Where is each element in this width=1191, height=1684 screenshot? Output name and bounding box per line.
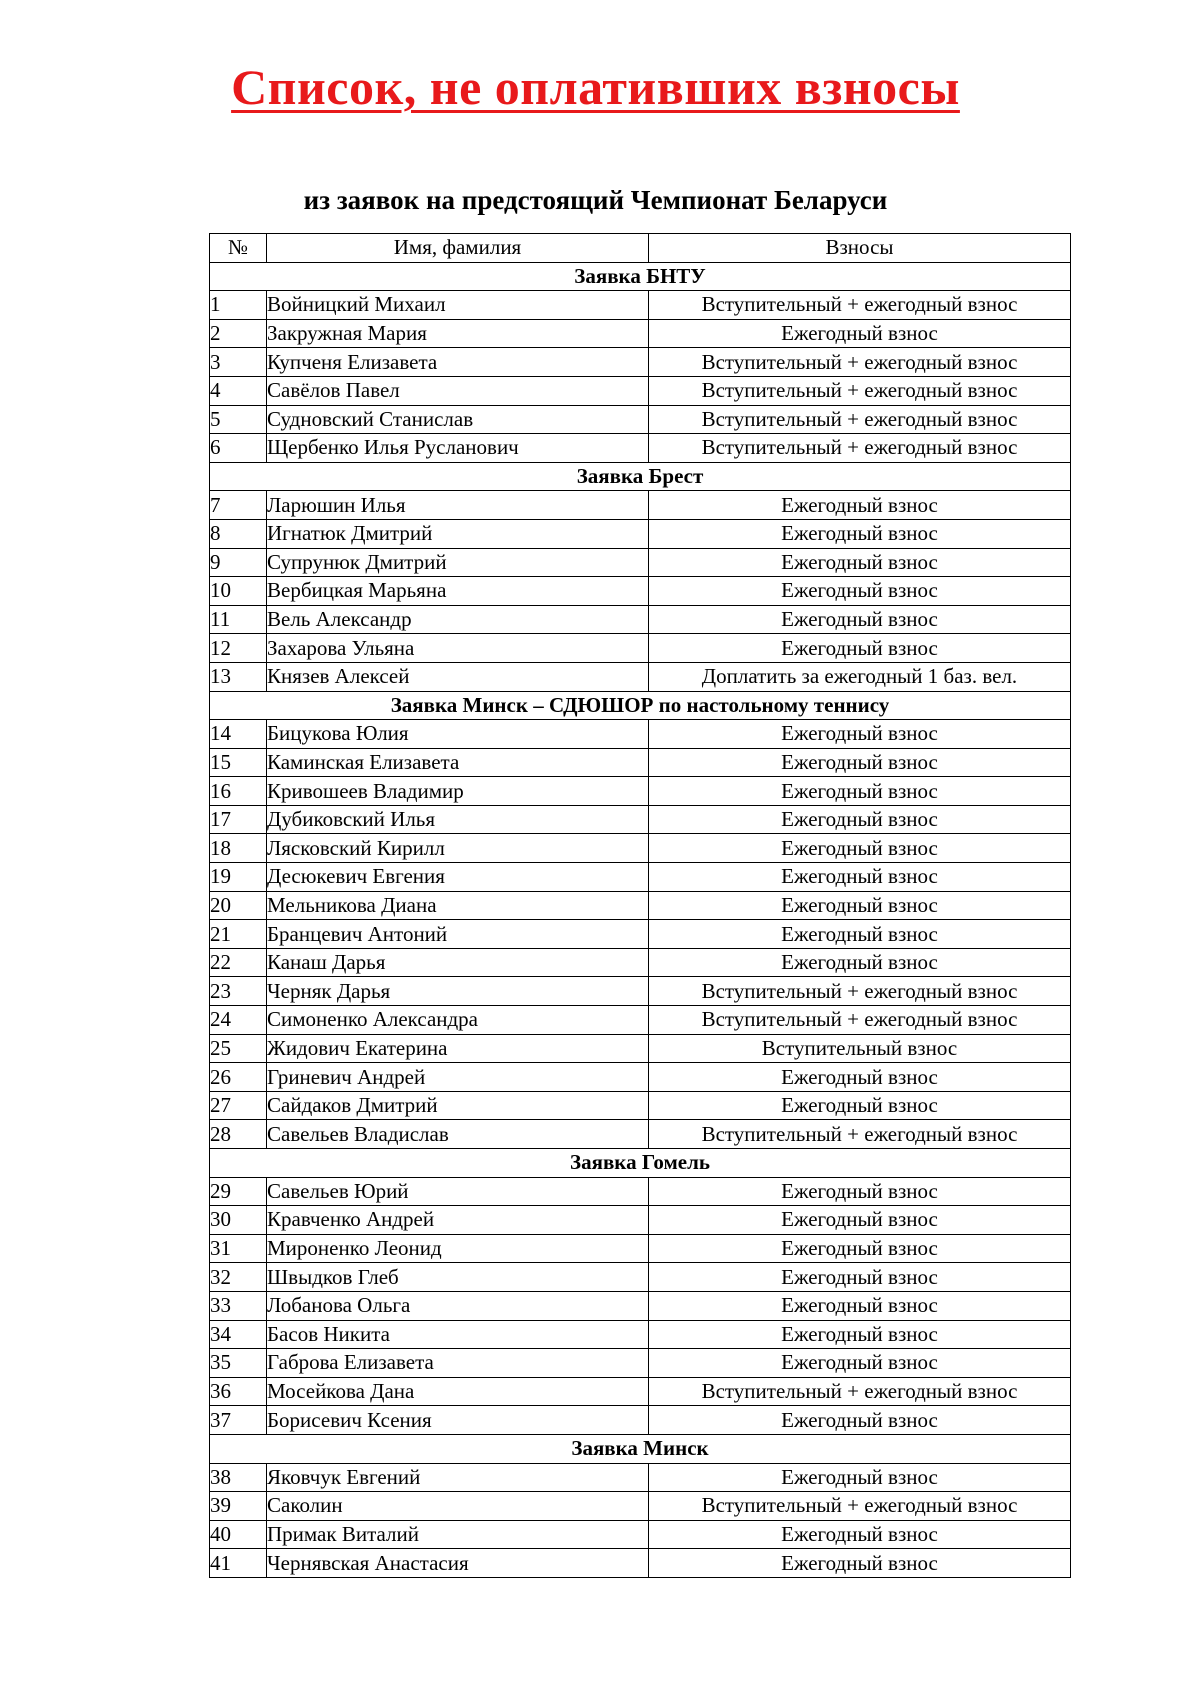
row-fee: Ежегодный взнос — [649, 777, 1071, 806]
row-fee: Ежегодный взнос — [649, 805, 1071, 834]
table-row — [210, 1063, 1071, 1092]
table-row — [210, 1006, 1071, 1035]
row-name: Лобанова Ольга — [267, 1291, 649, 1320]
row-fee: Ежегодный взнос — [649, 834, 1071, 863]
row-fee: Вступительный + ежегодный взнос — [649, 1006, 1071, 1035]
row-fee: Ежегодный взнос — [649, 891, 1071, 920]
table-row — [210, 1034, 1071, 1063]
row-number: 39 — [210, 1492, 267, 1521]
row-number: 13 — [210, 662, 267, 691]
row-fee: Вступительный + ежегодный взнос — [649, 405, 1071, 434]
table-row — [210, 291, 1071, 320]
group-title: Заявка Гомель — [210, 1149, 1071, 1178]
group-header-row — [210, 691, 1071, 720]
row-number: 34 — [210, 1320, 267, 1349]
row-fee: Вступительный + ежегодный взнос — [649, 977, 1071, 1006]
row-number: 24 — [210, 1006, 267, 1035]
row-fee: Ежегодный взнос — [649, 1520, 1071, 1549]
row-fee: Ежегодный взнос — [649, 1406, 1071, 1435]
row-name: Канаш Дарья — [267, 948, 649, 977]
table-row — [210, 1206, 1071, 1235]
row-name: Басов Никита — [267, 1320, 649, 1349]
row-name: Князев Алексей — [267, 662, 649, 691]
row-fee: Вступительный + ежегодный взнос — [649, 1120, 1071, 1149]
row-number: 41 — [210, 1549, 267, 1578]
row-name: Савельев Юрий — [267, 1177, 649, 1206]
row-fee: Ежегодный взнос — [649, 519, 1071, 548]
row-name: Дубиковский Илья — [267, 805, 649, 834]
row-name: Сайдаков Дмитрий — [267, 1091, 649, 1120]
group-header-row — [210, 462, 1071, 491]
row-number: 40 — [210, 1520, 267, 1549]
row-name: Примак Виталий — [267, 1520, 649, 1549]
row-number: 38 — [210, 1463, 267, 1492]
row-fee: Вступительный + ежегодный взнос — [649, 1492, 1071, 1521]
row-name: Вербицкая Марьяна — [267, 577, 649, 606]
table-row — [210, 720, 1071, 749]
row-fee: Ежегодный взнос — [649, 1063, 1071, 1092]
row-name: Мосейкова Дана — [267, 1377, 649, 1406]
row-name: Борисевич Ксения — [267, 1406, 649, 1435]
row-number: 8 — [210, 519, 267, 548]
row-number: 4 — [210, 376, 267, 405]
header-fees: Взносы — [649, 234, 1071, 263]
header-name: Имя, фамилия — [267, 234, 649, 263]
row-name: Швыдков Глеб — [267, 1263, 649, 1292]
table-row — [210, 1263, 1071, 1292]
row-name: Щербенко Илья Русланович — [267, 434, 649, 463]
row-number: 14 — [210, 720, 267, 749]
row-number: 28 — [210, 1120, 267, 1149]
fees-table — [209, 233, 1071, 1578]
table-row — [210, 319, 1071, 348]
row-fee: Доплатить за ежегодный 1 баз. вел. — [649, 662, 1071, 691]
row-fee: Ежегодный взнос — [649, 1206, 1071, 1235]
row-fee: Ежегодный взнос — [649, 1463, 1071, 1492]
row-fee: Ежегодный взнос — [649, 720, 1071, 749]
row-fee: Ежегодный взнос — [649, 1234, 1071, 1263]
table-row — [210, 891, 1071, 920]
row-fee: Ежегодный взнос — [649, 1091, 1071, 1120]
row-number: 15 — [210, 748, 267, 777]
row-name: Кравченко Андрей — [267, 1206, 649, 1235]
row-name: Мироненко Леонид — [267, 1234, 649, 1263]
row-number: 20 — [210, 891, 267, 920]
row-name: Бранцевич Антоний — [267, 920, 649, 949]
table-row — [210, 1091, 1071, 1120]
table-row — [210, 920, 1071, 949]
group-title: Заявка Брест — [210, 462, 1071, 491]
table-row — [210, 577, 1071, 606]
table-row — [210, 376, 1071, 405]
row-name: Игнатюк Дмитрий — [267, 519, 649, 548]
row-number: 32 — [210, 1263, 267, 1292]
row-fee: Вступительный + ежегодный взнос — [649, 1377, 1071, 1406]
row-name: Савёлов Павел — [267, 376, 649, 405]
group-title: Заявка Минск — [210, 1434, 1071, 1463]
row-number: 31 — [210, 1234, 267, 1263]
table-row — [210, 634, 1071, 663]
row-number: 35 — [210, 1349, 267, 1378]
row-fee: Вступительный взнос — [649, 1034, 1071, 1063]
row-name: Лясковский Кирилл — [267, 834, 649, 863]
row-fee: Ежегодный взнос — [649, 1549, 1071, 1578]
row-number: 19 — [210, 863, 267, 892]
table-row — [210, 491, 1071, 520]
group-header-row — [210, 1149, 1071, 1178]
row-name: Мельникова Диана — [267, 891, 649, 920]
table-row — [210, 1463, 1071, 1492]
table-row — [210, 434, 1071, 463]
row-number: 16 — [210, 777, 267, 806]
row-fee: Ежегодный взнос — [649, 1263, 1071, 1292]
row-fee: Ежегодный взнос — [649, 577, 1071, 606]
row-name: Ларюшин Илья — [267, 491, 649, 520]
row-name: Захарова Ульяна — [267, 634, 649, 663]
group-header-row — [210, 1434, 1071, 1463]
table-row — [210, 662, 1071, 691]
row-fee: Ежегодный взнос — [649, 948, 1071, 977]
row-number: 36 — [210, 1377, 267, 1406]
table-row — [210, 405, 1071, 434]
table-row — [210, 1520, 1071, 1549]
row-name: Жидович Екатерина — [267, 1034, 649, 1063]
table-row — [210, 977, 1071, 1006]
table-row — [210, 1349, 1071, 1378]
row-number: 6 — [210, 434, 267, 463]
table-row — [210, 748, 1071, 777]
row-name: Судновский Станислав — [267, 405, 649, 434]
group-title: Заявка БНТУ — [210, 262, 1071, 291]
row-name: Гриневич Андрей — [267, 1063, 649, 1092]
table-row — [210, 1492, 1071, 1521]
row-name: Кривошеев Владимир — [267, 777, 649, 806]
table-row — [210, 1120, 1071, 1149]
table-row — [210, 548, 1071, 577]
row-name: Каминская Елизавета — [267, 748, 649, 777]
row-number: 9 — [210, 548, 267, 577]
table-row — [210, 1377, 1071, 1406]
row-name: Закружная Мария — [267, 319, 649, 348]
row-fee: Ежегодный взнос — [649, 605, 1071, 634]
row-name: Чернявская Анастасия — [267, 1549, 649, 1578]
table-row — [210, 1406, 1071, 1435]
table-header-row — [210, 234, 1071, 263]
row-fee: Ежегодный взнос — [649, 748, 1071, 777]
table-row — [210, 834, 1071, 863]
table-row — [210, 1291, 1071, 1320]
group-title: Заявка Минск – СДЮШОР по настольному теннису — [210, 691, 1071, 720]
row-number: 17 — [210, 805, 267, 834]
page-title-text: Список, не оплативших взносы — [231, 59, 960, 115]
row-name: Супрунюк Дмитрий — [267, 548, 649, 577]
table-row — [210, 805, 1071, 834]
row-name: Яковчук Евгений — [267, 1463, 649, 1492]
row-number: 25 — [210, 1034, 267, 1063]
row-name: Десюкевич Евгения — [267, 863, 649, 892]
row-fee: Ежегодный взнос — [649, 863, 1071, 892]
group-header-row — [210, 262, 1071, 291]
row-fee: Ежегодный взнос — [649, 1320, 1071, 1349]
row-fee: Ежегодный взнос — [649, 920, 1071, 949]
table-row — [210, 1177, 1071, 1206]
row-name: Вель Александр — [267, 605, 649, 634]
row-name: Черняк Дарья — [267, 977, 649, 1006]
row-fee: Вступительный + ежегодный взнос — [649, 348, 1071, 377]
row-fee: Ежегодный взнос — [649, 319, 1071, 348]
row-number: 1 — [210, 291, 267, 320]
row-number: 2 — [210, 319, 267, 348]
row-fee: Ежегодный взнос — [649, 548, 1071, 577]
row-fee: Вступительный + ежегодный взнос — [649, 434, 1071, 463]
row-fee: Ежегодный взнос — [649, 491, 1071, 520]
header-number: № — [210, 234, 267, 263]
row-fee: Ежегодный взнос — [649, 1349, 1071, 1378]
row-number: 22 — [210, 948, 267, 977]
row-number: 12 — [210, 634, 267, 663]
table-row — [210, 519, 1071, 548]
row-number: 27 — [210, 1091, 267, 1120]
row-number: 11 — [210, 605, 267, 634]
row-number: 26 — [210, 1063, 267, 1092]
row-fee: Вступительный + ежегодный взнос — [649, 376, 1071, 405]
table-row — [210, 863, 1071, 892]
row-number: 30 — [210, 1206, 267, 1235]
row-number: 10 — [210, 577, 267, 606]
row-number: 18 — [210, 834, 267, 863]
page-subtitle: из заявок на предстоящий Чемпионат Беларуси — [303, 185, 888, 215]
table-row — [210, 948, 1071, 977]
table-row — [210, 1549, 1071, 1578]
row-number: 29 — [210, 1177, 267, 1206]
row-name: Габрова Елизавета — [267, 1349, 649, 1378]
row-fee: Ежегодный взнос — [649, 1291, 1071, 1320]
table-row — [210, 777, 1071, 806]
row-fee: Ежегодный взнос — [649, 634, 1071, 663]
row-number: 21 — [210, 920, 267, 949]
page-title — [0, 58, 1191, 116]
row-fee: Ежегодный взнос — [649, 1177, 1071, 1206]
row-number: 33 — [210, 1291, 267, 1320]
row-number: 23 — [210, 977, 267, 1006]
row-name: Купченя Елизавета — [267, 348, 649, 377]
row-name: Симоненко Александра — [267, 1006, 649, 1035]
table-row — [210, 1320, 1071, 1349]
row-name: Бицукова Юлия — [267, 720, 649, 749]
table-row — [210, 348, 1071, 377]
row-number: 5 — [210, 405, 267, 434]
row-name: Войницкий Михаил — [267, 291, 649, 320]
table-row — [210, 605, 1071, 634]
table-body — [210, 262, 1071, 1577]
row-number: 7 — [210, 491, 267, 520]
row-name: Савельев Владислав — [267, 1120, 649, 1149]
row-fee: Вступительный + ежегодный взнос — [649, 291, 1071, 320]
row-name: Саколин — [267, 1492, 649, 1521]
row-number: 3 — [210, 348, 267, 377]
table-row — [210, 1234, 1071, 1263]
row-number: 37 — [210, 1406, 267, 1435]
